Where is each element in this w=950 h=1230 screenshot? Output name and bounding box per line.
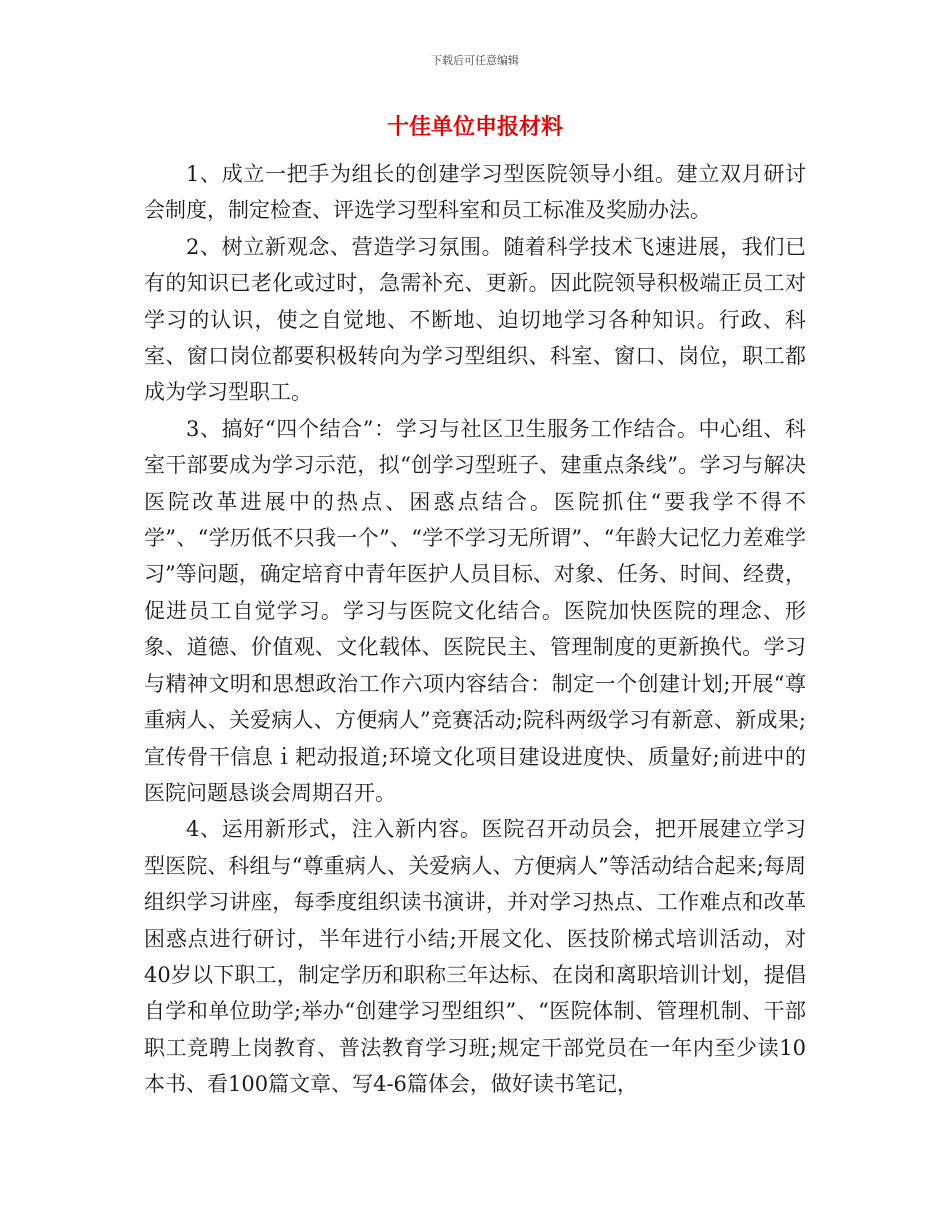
paragraph-4: 4、运用新形式，注入新内容。医院召开动员会，把开展建立学习型医院、科组与“尊重病人、关爱病人、方便病人”等活动结合起来;每周组织学习讲座，每季度组织读书演讲，并对学习热点、工作难点和改革困惑点进行研讨，半年进行小结;开展文化、医技阶梯式培训活动，对40岁以下职工，制定学历和职称三年达标、在岗和离职培训计划，提倡自学和单位助学;举办“创建学习型组织”、“医院体制、管理机制、干部职工竞聘上岗教育、普法教育学习班;规定干部党员在一年内至少读10本书、看100篇文章、写4-6篇体会，做好读书笔记， [144,817,806,1097]
paragraph-3: 3、搞好“四个结合”：学习与社区卫生服务工作结合。中心组、科室干部要成为学习示范，拟“创学习型班子、建重点条线”。学习与解决医院改革进展中的热点、困惑点结合。医院抓住“要我学不得不学”、“学历低不只我一个”、“学不学习无所谓”、“年龄大记忆力差难学习”等问题，确定培育中青年医护人员目标、对象、任务、时间、经费，促进员工自觉学习。学习与医院文化结合。医院加快医院的理念、形象、道德、价值观、文化载体、医院民主、管理制度的更新换代。学习与精神文明和思想政治工作六项内容结合：制定一个创建计划;开展“尊重病人、关爱病人、方便病人”竞赛活动;院科两级学习有新意、新成果;宣传骨干信息ｉ耙动报道;环境文化项目建设进度快、质量好;前进中的医院问题恳谈会周期召开。 [144,416,806,805]
paragraph-1: 1、成立一把手为组长的创建学习型医院领导小组。建立双月研讨会制度，制定检查、评选学习型科室和员工标准及奖励办法。 [144,162,806,223]
page-title: 十佳单位申报材料 [386,114,563,140]
document-body [144,156,806,1103]
header-note: 下载后可任意编辑 [431,54,519,67]
paragraph-2: 2、树立新观念、营造学习氛围。随着科学技术飞速进展，我们已有的知识已老化或过时，急需补充、更新。因此院领导积极端正员工对学习的认识，使之自觉地、不断地、迫切地学习各种知识。行政、科室、窗口岗位都要积极转向为学习型组织、科室、窗口、岗位，职工都成为学习型职工。 [144,234,806,405]
